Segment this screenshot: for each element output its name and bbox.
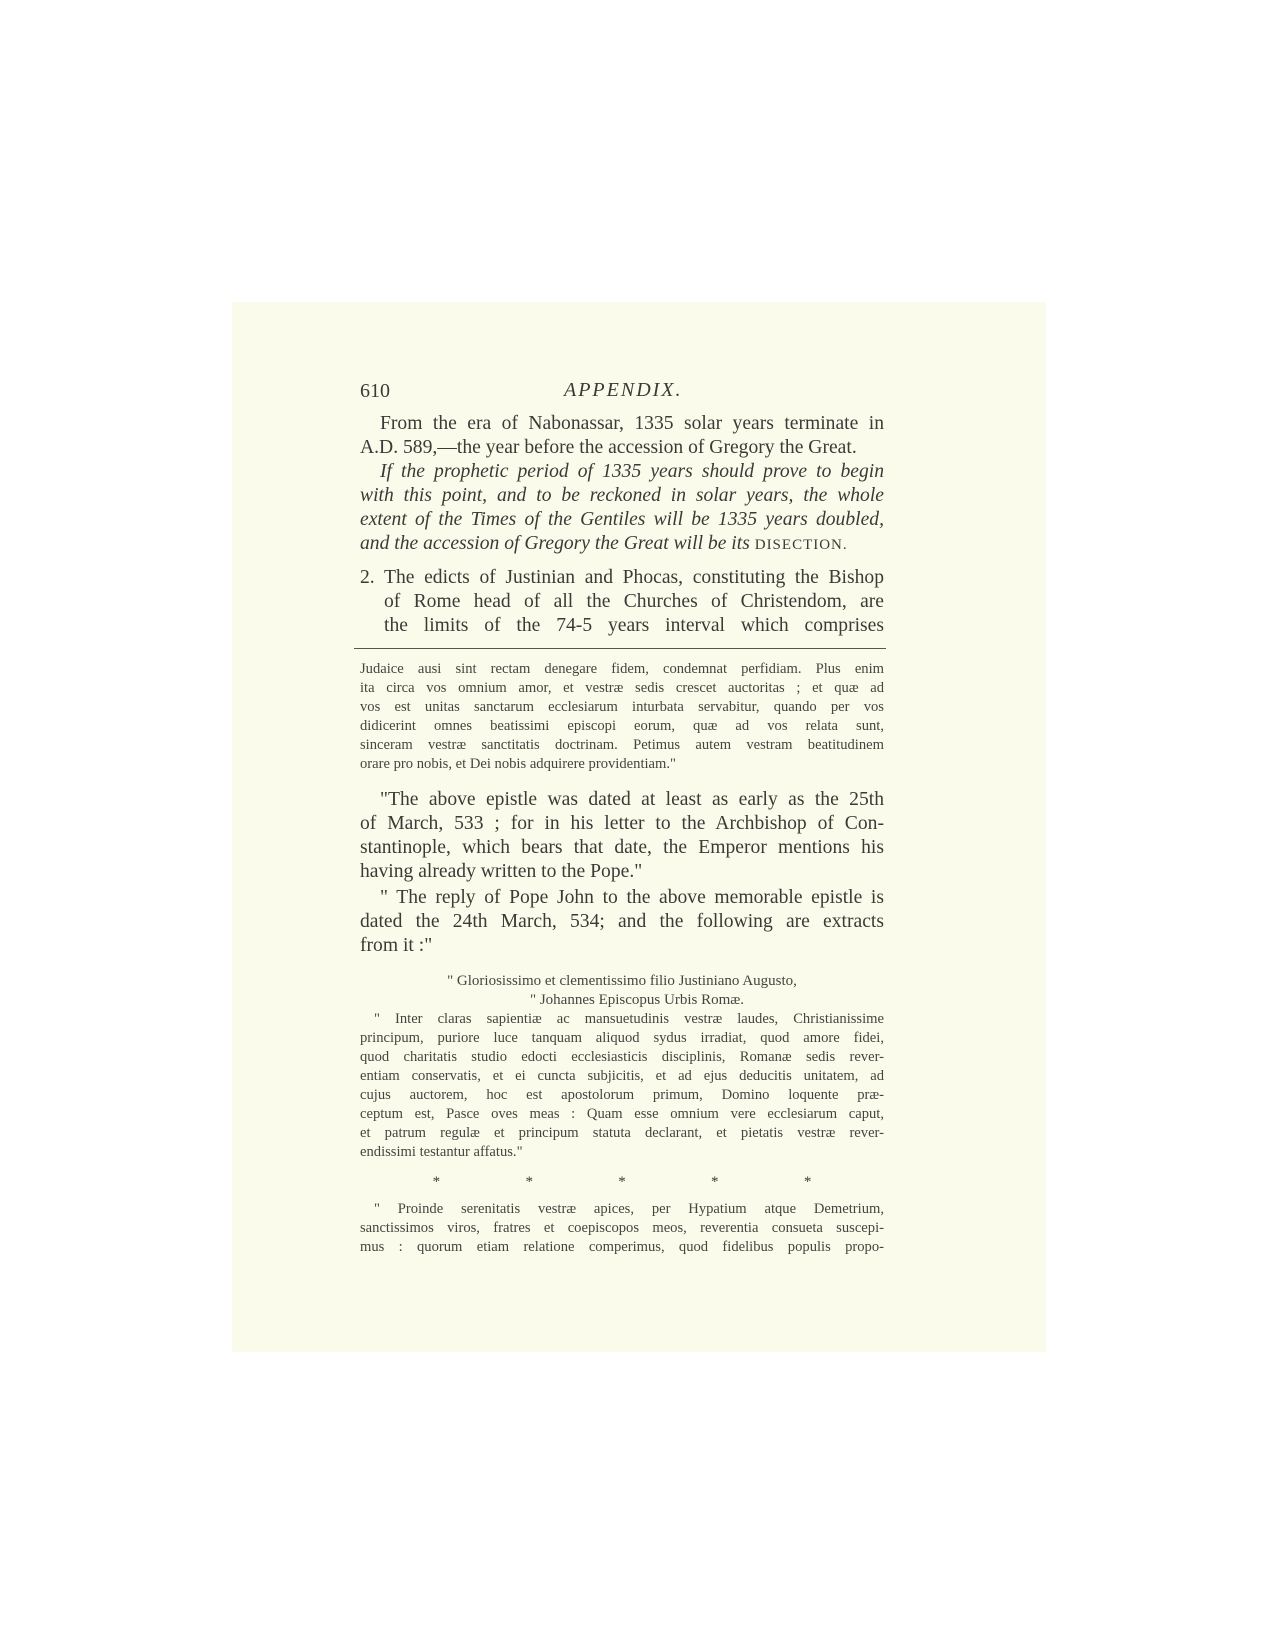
latin-line: mus : quorum etiam relatione comperimus, quod fidelibus populis propo- [360, 1239, 884, 1255]
star-mark: * [432, 1174, 441, 1190]
latin-line: " Proinde serenitatis vestræ apices, per Hypatium atque Demetrium, [374, 1201, 884, 1217]
latin-line: entiam conservatis, et ei cuncta subjicitis, et ad ejus deducitis unitatem, ad [360, 1068, 884, 1084]
text-line: If the prophetic period of 1335 years should prove to begin [380, 461, 884, 482]
footnote-line: ita circa vos omnium amor, et vestræ sedis crescet auctoritas ; et quæ ad [360, 680, 884, 696]
star-mark: * [803, 1174, 812, 1190]
text-line: A.D. 589,—the year before the accession of Gregory the Great. [360, 437, 857, 458]
footnote-line: Judaice ausi sint rectam denegare fidem, condemnat perfidiam. Plus enim [360, 661, 884, 677]
section-break [360, 1174, 884, 1191]
star-mark: * [618, 1174, 626, 1190]
text-line: having already written to the Pope." [360, 861, 643, 882]
star-mark: * [525, 1174, 533, 1190]
text-line-wrapper [360, 532, 884, 557]
emphasis-word: DISECTION. [754, 537, 848, 553]
text-line: 2. The edicts of Justinian and Phocas, constituting the Bishop [360, 567, 884, 588]
text-line: "The above epistle was dated at least as early as the 25th [380, 789, 884, 810]
text-line: and the accession of Gregory the Great will be its [360, 533, 750, 554]
text-line: of March, 533 ; for in his letter to the Archbishop of Con- [360, 813, 884, 834]
footnote-line: vos est unitas sanctarum ecclesiarum inturbata servabitur, quando per vos [360, 699, 884, 715]
text-line: dated the 24th March, 534; and the following are extracts [360, 911, 884, 932]
latin-line: sanctissimos viros, fratres et coepiscopos meos, reverentia consueta suscepi- [360, 1220, 884, 1236]
page-number: 610 [360, 380, 390, 402]
footnote-line: didicerint omnes beatissimi episcopi eorum, quæ ad vos relata sunt, [360, 718, 884, 734]
text-line: extent of the Times of the Gentiles will be 1335 years doubled, [360, 509, 884, 530]
star-mark: * [711, 1174, 719, 1190]
latin-address-line: " Johannes Episcopus Urbis Romæ. [529, 992, 745, 1008]
latin-line: quod charitatis studio edocti ecclesiasticis disciplinis, Romanæ sedis rever- [360, 1049, 884, 1065]
running-header: APPENDIX. [564, 379, 683, 401]
text-line: with this point, and to be reckoned in solar years, the whole [360, 485, 884, 506]
footnote-line: orare pro nobis, et Dei nobis adquirere providentiam." [360, 756, 676, 772]
latin-line: et patrum regulæ et principum statuta declarant, et pietatis vestræ rever- [360, 1125, 884, 1141]
text-line: from it :" [360, 935, 433, 956]
text-line: From the era of Nabonassar, 1335 solar years terminate in [380, 413, 884, 434]
text-line: of Rome head of all the Churches of Christendom, are [384, 591, 884, 612]
latin-line: cujus auctorem, hoc est apostolorum primum, Domino loquente præ- [360, 1087, 884, 1103]
footnote-rule [354, 648, 886, 649]
latin-address-line: " Gloriosissimo et clementissimo filio Justiniano Augusto, [447, 973, 797, 989]
latin-line: principum, puriore luce tanquam aliquod sydus irradiat, quod amore fidei, [360, 1030, 884, 1046]
latin-line: endissimi testantur affatus." [360, 1144, 523, 1160]
text-line: " The reply of Pope John to the above memorable epistle is [380, 887, 884, 908]
footnote-line: sinceram vestræ sanctitatis doctrinam. Petimus autem vestram beatitudinem [360, 737, 884, 753]
latin-line: ceptum est, Pasce oves meas : Quam esse omnium vere ecclesiarum caput, [360, 1106, 884, 1122]
text-line: the limits of the 74-5 years interval which comprises [384, 615, 884, 636]
text-line: stantinople, which bears that date, the Emperor mentions his [360, 837, 884, 858]
latin-line: " Inter claras sapientiæ ac mansuetudinis vestræ laudes, Christianissime [374, 1011, 884, 1027]
